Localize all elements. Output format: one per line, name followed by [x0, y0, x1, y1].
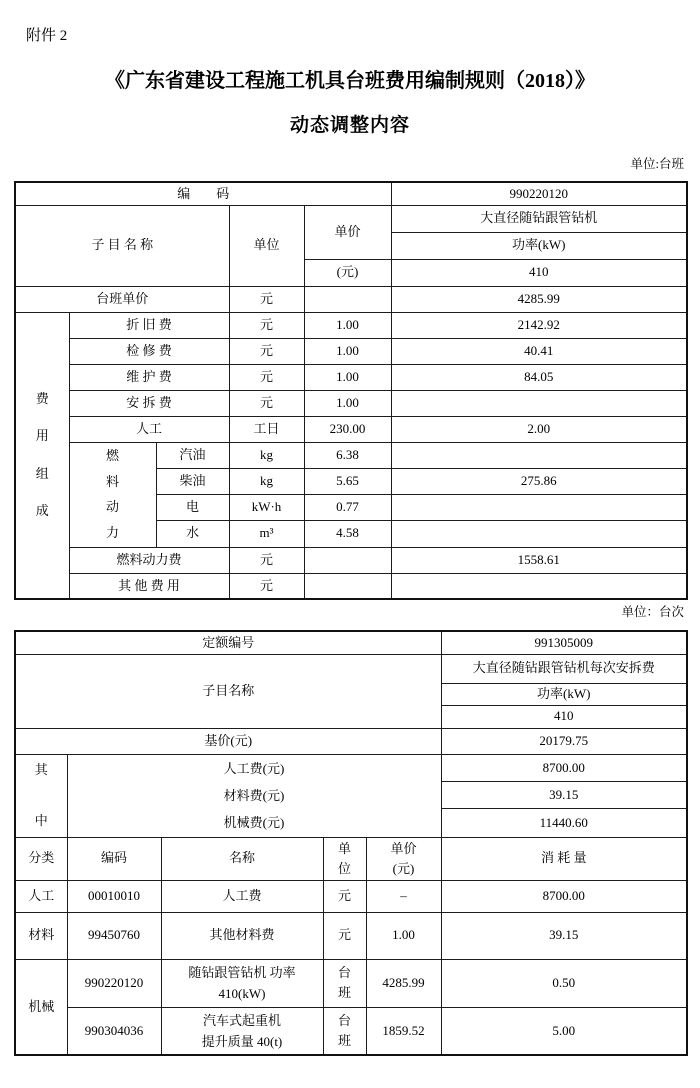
t2-base-price-label: 基价(元) [15, 728, 441, 754]
t1-row-unit: 工日 [229, 416, 304, 442]
t1-other-unit: 元 [229, 573, 304, 599]
t1-code-label: 编 码 [15, 182, 391, 205]
unit-note-taiban: 单位:台班 [630, 157, 684, 171]
t2-labor-category: 人工 [15, 880, 67, 912]
t1-row-price: 1.00 [304, 312, 391, 338]
t1-cg-char: 组 [35, 465, 49, 481]
t2-material-cost-label: 材料费(元) [223, 787, 285, 803]
t1-row-unit: 元 [229, 312, 304, 338]
t1-other-value [391, 573, 687, 599]
t1-fuel-group-label [69, 442, 156, 547]
t2-header-category: 分类 [15, 837, 67, 880]
t2-power-value: 410 [441, 705, 687, 728]
t2-machine1-consumption: 0.50 [441, 959, 687, 1007]
t1-row-value [391, 390, 687, 416]
t1-row-unit: 元 [229, 364, 304, 390]
t2-material-category: 材料 [15, 912, 67, 959]
t1-row-name: 检 修 费 [69, 338, 229, 364]
t1-fuel-name: 柴油 [156, 468, 229, 494]
t1-code-value: 990220120 [391, 182, 687, 205]
t1-fg-char: 力 [105, 524, 119, 540]
t1-cost-group-label [15, 312, 69, 599]
t2-machine1-unit [323, 959, 366, 1007]
t1-fuel-unit: kW·h [229, 494, 304, 520]
t1-fuel-total-value: 1558.61 [391, 547, 687, 573]
t2-labor-price: – [366, 880, 441, 912]
t2-machine2-unit [323, 1007, 366, 1055]
t1-fuel-total-unit: 元 [229, 547, 304, 573]
t2-header-code: 编码 [67, 837, 161, 880]
t2-machine1-unit-l2: 班 [337, 985, 351, 1000]
t1-row-value: 84.05 [391, 364, 687, 390]
t1-unit-label: 单位 [229, 205, 304, 286]
t2-machine2-unit-l1: 台 [337, 1012, 351, 1028]
t2-labor-name: 人工费 [161, 880, 323, 912]
t1-fuel-value [391, 494, 687, 520]
t2-machine-name: 大直径随钻跟管钻机每次安拆费 [441, 654, 687, 683]
t2-machine1-name [161, 959, 323, 1007]
t1-fuel-value: 275.86 [391, 468, 687, 494]
t2-header-price-l2: (元) [392, 860, 415, 876]
t1-fuel-name: 汽油 [156, 442, 229, 468]
t2-machine1-name-l1: 随钻跟管钻机 功率 [188, 965, 296, 980]
t1-row-value: 40.41 [391, 338, 687, 364]
t2-labor-cost-label: 人工费(元) [223, 760, 285, 776]
t1-fuel-total-label: 燃料动力费 [69, 547, 229, 573]
t2-base-price-value: 20179.75 [441, 728, 687, 754]
t1-fuel-price: 0.77 [304, 494, 391, 520]
t1-fuel-unit: m³ [229, 520, 304, 547]
t2-machine2-unit-l2: 班 [337, 1032, 351, 1048]
t1-cg-char: 费 [35, 390, 49, 406]
t1-shift-price-unit: 元 [229, 286, 304, 312]
t1-fuel-price: 4.58 [304, 520, 391, 547]
t2-among-char: 其 [34, 761, 48, 777]
document-subtitle: 动态调整内容 [289, 115, 410, 136]
t1-row-name: 人工 [69, 416, 229, 442]
t1-row-name: 维 护 费 [69, 364, 229, 390]
t1-shift-price-value: 4285.99 [391, 286, 687, 312]
t1-cg-char: 用 [35, 428, 49, 444]
shift-cost-table [14, 181, 688, 600]
t1-other-price [304, 573, 391, 599]
t2-breakdown-labels [67, 754, 441, 837]
t1-fuel-name: 电 [156, 494, 229, 520]
t1-fuel-group-chars [70, 444, 156, 546]
t2-header-name: 名称 [161, 837, 323, 880]
t1-power-label: 功率(kW) [391, 232, 687, 259]
t1-row-unit: 元 [229, 390, 304, 416]
t1-row-name: 安 拆 费 [69, 390, 229, 416]
t2-header-unit [323, 837, 366, 880]
t2-machine2-name-l1: 汽车式起重机 [202, 1012, 281, 1028]
t1-row-price: 230.00 [304, 416, 391, 442]
t1-shift-price-blank [304, 286, 391, 312]
t1-fg-char: 料 [105, 473, 119, 489]
t2-header-unit-l2: 位 [337, 860, 351, 876]
t1-machine-name: 大直径随钻跟管钻机 [391, 205, 687, 232]
t1-row-unit: 元 [229, 338, 304, 364]
t2-machinery-cost-value: 11440.60 [441, 809, 687, 837]
t1-price-label: 单价 [304, 205, 391, 259]
t1-power-value: 410 [391, 259, 687, 286]
t2-machine1-code: 990220120 [67, 959, 161, 1007]
t1-row-value: 2.00 [391, 416, 687, 442]
t1-item-name-label: 子 目 名 称 [15, 205, 229, 286]
t2-header-price-l1: 单价 [390, 840, 417, 856]
quota-table [14, 630, 688, 1056]
t1-shift-price-label: 台班单价 [15, 286, 229, 312]
t2-machine1-unit-l1: 台 [337, 965, 351, 980]
t2-material-cost-value: 39.15 [441, 781, 687, 808]
t2-header-price [366, 837, 441, 880]
t2-machine2-price: 1859.52 [366, 1007, 441, 1055]
t2-labor-consumption: 8700.00 [441, 880, 687, 912]
t1-row-value: 2142.92 [391, 312, 687, 338]
t2-labor-unit: 元 [323, 880, 366, 912]
t1-fuel-unit: kg [229, 468, 304, 494]
t1-fg-char: 动 [105, 499, 119, 515]
t2-among-label [15, 754, 67, 837]
t2-machine2-code: 990304036 [67, 1007, 161, 1055]
t1-row-price: 1.00 [304, 364, 391, 390]
t1-fuel-unit: kg [229, 442, 304, 468]
t1-row-price: 1.00 [304, 338, 391, 364]
t2-material-unit: 元 [323, 912, 366, 959]
unit-note-taici: 单位：台次 [621, 605, 684, 619]
document-title: 《广东省建设工程施工机具台班费用编制规则（2018）》 [105, 70, 595, 92]
t1-fuel-price: 6.38 [304, 442, 391, 468]
t1-row-name: 折 旧 费 [69, 312, 229, 338]
t1-cg-char: 成 [35, 503, 49, 519]
t2-labor-code: 00010010 [67, 880, 161, 912]
t1-fuel-value [391, 520, 687, 547]
t2-machine1-price: 4285.99 [366, 959, 441, 1007]
t2-among-char: 中 [34, 813, 48, 829]
t2-material-name: 其他材料费 [161, 912, 323, 959]
t2-material-price: 1.00 [366, 912, 441, 959]
t1-price-unit: (元) [304, 259, 391, 286]
t2-machine1-name-l2: 410(kW) [218, 986, 266, 1001]
t1-row-price: 1.00 [304, 390, 391, 416]
t2-machinery-category: 机械 [15, 959, 67, 1055]
t2-quota-code-value: 991305009 [441, 631, 687, 654]
attachment-label: 附件 2 [26, 28, 68, 44]
t1-fuel-value [391, 442, 687, 468]
t2-quota-code-label: 定额编号 [15, 631, 441, 654]
t2-header-unit-l1: 单 [337, 840, 351, 856]
t2-breakdown-lines [68, 755, 441, 837]
t1-fg-char: 燃 [105, 448, 119, 464]
t2-material-code: 99450760 [67, 912, 161, 959]
t1-fuel-name: 水 [156, 520, 229, 547]
t2-item-name-label: 子目名称 [15, 654, 441, 728]
t1-fuel-total-price [304, 547, 391, 573]
t2-material-consumption: 39.15 [441, 912, 687, 959]
t2-power-label: 功率(kW) [441, 683, 687, 705]
t2-machine2-consumption: 5.00 [441, 1007, 687, 1055]
t2-machine2-name-l2: 提升质量 40(t) [201, 1033, 283, 1049]
t2-header-consumption: 消 耗 量 [441, 837, 687, 880]
t1-cost-group-chars [16, 380, 69, 530]
t1-fuel-price: 5.65 [304, 468, 391, 494]
t2-among-chars [16, 757, 67, 835]
t2-machinery-cost-label: 机械费(元) [223, 814, 285, 830]
t1-other-label: 其 他 费 用 [69, 573, 229, 599]
t2-labor-cost-value: 8700.00 [441, 754, 687, 781]
t2-machine2-name [161, 1007, 323, 1055]
